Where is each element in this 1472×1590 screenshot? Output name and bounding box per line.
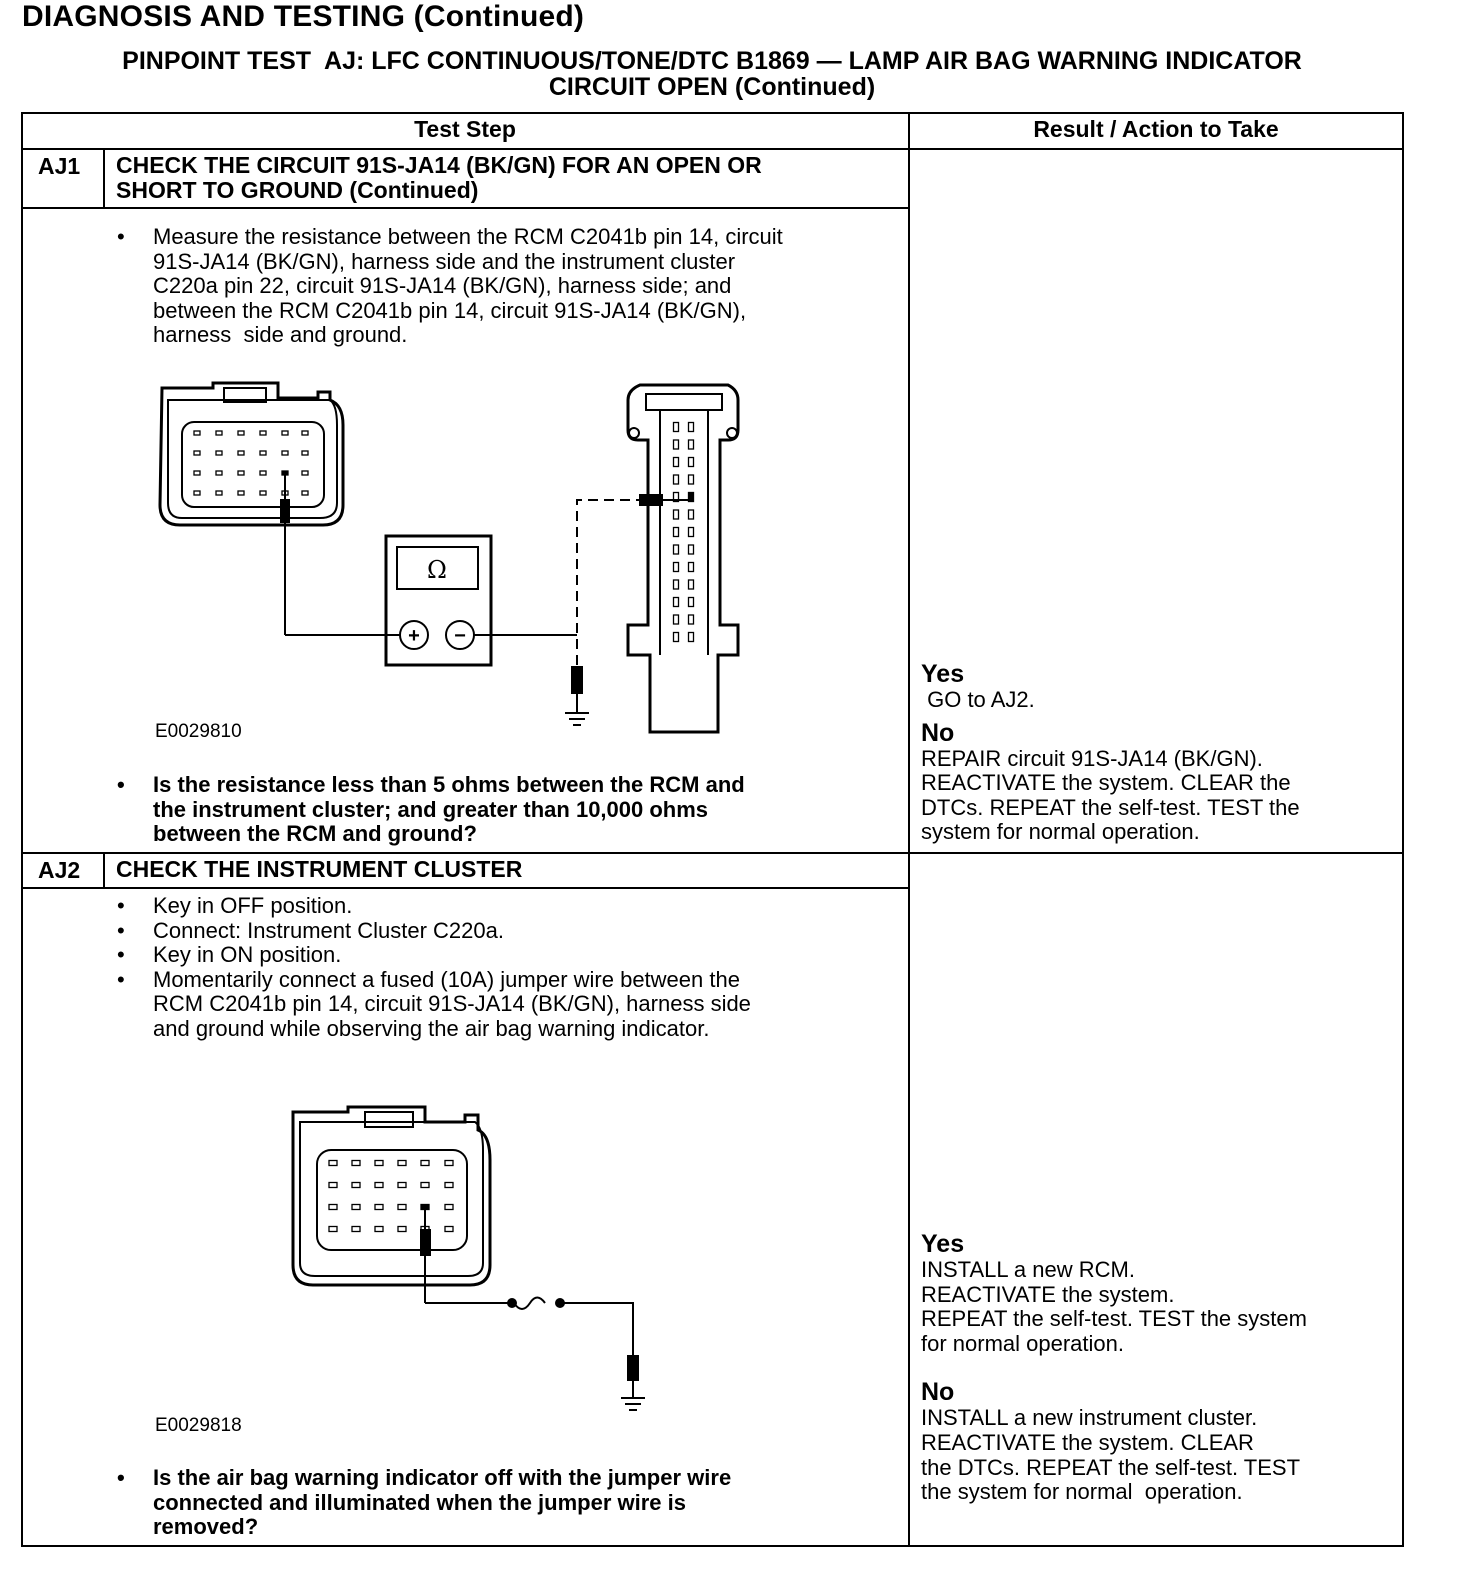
connector-pin: [689, 493, 694, 502]
text-line: REACTIVATE the system. CLEAR: [921, 1429, 1254, 1455]
text-line: the system for normal operation.: [921, 1479, 1243, 1505]
connector-pin: [282, 451, 288, 455]
step-id: AJ1: [38, 153, 81, 179]
plus-terminal-icon: +: [408, 625, 420, 647]
connector-pin: [260, 491, 266, 495]
yes-label: Yes: [921, 660, 965, 688]
connector-pin: [689, 475, 694, 484]
connector-pin: [674, 598, 679, 607]
bullet-icon: •: [117, 966, 125, 992]
subtitle-line: CIRCUIT OPEN (Continued): [548, 73, 876, 101]
connector-pin: [689, 633, 694, 642]
connector-pin: [194, 451, 200, 455]
bullet-icon: •: [117, 893, 125, 918]
connector-pin: [194, 471, 200, 475]
connector-pin: [689, 615, 694, 624]
bullet-icon: •: [117, 917, 125, 943]
connector-pin: [352, 1227, 360, 1232]
text-line: the DTCs. REPEAT the self-test. TEST: [921, 1454, 1301, 1480]
connector-pin: [238, 431, 244, 435]
connector-pin: [302, 471, 308, 475]
figure-id: E0029818: [155, 1415, 242, 1436]
connector-pin: [674, 580, 679, 589]
text-line: Is the air bag warning indicator off with the jumper wire: [153, 1465, 732, 1490]
text-line: between the RCM C2041b pin 14, circuit 91S-JA14 (BK/GN),: [153, 297, 747, 323]
minus-terminal-icon: −: [454, 625, 466, 647]
no-label: No: [921, 1378, 955, 1407]
connector-pin: [445, 1183, 453, 1188]
connector-pin: [329, 1205, 337, 1210]
connector-pin: [216, 471, 222, 475]
connector-pin: [674, 440, 679, 449]
text-line: connected and illuminated when the jumper wire is: [153, 1489, 686, 1515]
text-line: the instrument cluster; and greater than 10,000 ohms: [153, 796, 709, 822]
connector-pin: [674, 633, 679, 642]
connector-pin: [689, 528, 694, 537]
connector-pin: [445, 1161, 453, 1166]
connector-pin: [674, 510, 679, 519]
ohm-symbol: Ω: [427, 556, 447, 584]
connector-pin: [421, 1161, 429, 1166]
connector-pin: [689, 598, 694, 607]
connector-pin: [375, 1227, 383, 1232]
text-line: REPEAT the self-test. TEST the system: [921, 1306, 1307, 1332]
rcm-connector-diagram-2: [293, 1107, 490, 1303]
bullet-icon: •: [117, 772, 125, 797]
connector-pin: [194, 431, 200, 435]
text-line: Is the resistance less than 5 ohms between the RCM and: [153, 772, 745, 797]
connector-pin: [674, 423, 679, 432]
connector-pin: [302, 431, 308, 435]
ground-icon: [621, 1398, 645, 1410]
connector-pin: [352, 1161, 360, 1166]
connector-pin: [329, 1161, 337, 1166]
connector-pin: [398, 1227, 406, 1232]
yes-label: Yes: [921, 1230, 965, 1258]
text-line: Measure the resistance between the RCM C2041b pin 14, circuit: [153, 224, 783, 249]
connector-pin: [238, 471, 244, 475]
connector-pin: [352, 1205, 360, 1210]
no-label: No: [921, 718, 955, 747]
bullet-icon: •: [117, 942, 125, 968]
text-line: 91S-JA14 (BK/GN), harness side and the instrument cluster: [153, 248, 736, 274]
text-line: INSTALL a new instrument cluster.: [921, 1405, 1258, 1431]
text-line: removed?: [153, 1514, 259, 1540]
text-line: for normal operation.: [921, 1330, 1124, 1356]
connector-pin: [674, 458, 679, 467]
bullet-icon: •: [117, 1465, 125, 1490]
connector-pin: [375, 1161, 383, 1166]
probe-wires: [572, 495, 690, 712]
text-line: REACTIVATE the system.: [921, 1281, 1175, 1307]
connector-pin: [689, 440, 694, 449]
connector-pin: [238, 451, 244, 455]
connector-pin: [216, 431, 222, 435]
text-line: Connect: Instrument Cluster C220a.: [153, 917, 504, 943]
heading-line: SHORT TO GROUND (Continued): [116, 177, 479, 203]
page-title: DIAGNOSIS AND TESTING (Continued): [22, 0, 585, 33]
connector-pin: [689, 580, 694, 589]
text-line: Key in ON position.: [153, 942, 342, 968]
text-line: INSTALL a new RCM.: [921, 1257, 1135, 1282]
connector-pin: [398, 1161, 406, 1166]
connector-pin: [674, 475, 679, 484]
connector-pin: [260, 431, 266, 435]
connector-pin: [216, 451, 222, 455]
connector-pin: [260, 451, 266, 455]
connector-pin: [329, 1183, 337, 1188]
connector-pin: [445, 1205, 453, 1210]
connector-pin: [194, 491, 200, 495]
text-line: Key in OFF position.: [153, 893, 353, 918]
text-line: REPAIR circuit 91S-JA14 (BK/GN).: [921, 745, 1263, 771]
text-line: system for normal operation.: [921, 819, 1200, 845]
connector-pin: [421, 1183, 429, 1188]
heading-line: CHECK THE CIRCUIT 91S-JA14 (BK/GN) FOR AN OPEN OR: [116, 152, 762, 178]
subtitle-line: PINPOINT TEST AJ: LFC CONTINUOUS/TONE/DTC B1869 — LAMP AIR BAG WARNING INDICATOR: [122, 47, 1302, 75]
fused-jumper-wire: [425, 1298, 638, 1398]
connector-pin: [282, 431, 288, 435]
connector-pin: [689, 545, 694, 554]
step-id: AJ2: [38, 857, 81, 883]
text-line: RCM C2041b pin 14, circuit 91S-JA14 (BK/GN), harness side: [153, 991, 751, 1017]
rcm-connector-diagram-1: [160, 383, 343, 635]
connector-pin: [375, 1205, 383, 1210]
connector-pin: [689, 423, 694, 432]
text-line: harness side and ground.: [153, 322, 408, 348]
connector-pin: [445, 1227, 453, 1232]
connector-pin: [375, 1183, 383, 1188]
connector-pin: [674, 563, 679, 572]
connector-pin: [352, 1183, 360, 1188]
connector-pin: [216, 491, 222, 495]
figure-id: E0029810: [155, 721, 242, 742]
column-header-result: Result / Action to Take: [1033, 116, 1279, 142]
text-line: between the RCM and ground?: [153, 821, 477, 847]
connector-pin: [398, 1205, 406, 1210]
bullet-icon: •: [117, 224, 125, 249]
text-line: DTCs. REPEAT the self-test. TEST the: [921, 794, 1300, 820]
connector-pin: [674, 528, 679, 537]
connector-pin: [689, 458, 694, 467]
text-line: REACTIVATE the system. CLEAR the: [921, 770, 1291, 796]
ground-icon: [565, 713, 589, 725]
connector-pin: [689, 510, 694, 519]
text-line: C220a pin 22, circuit 91S-JA14 (BK/GN), harness side; and: [153, 273, 732, 299]
connector-pin: [260, 471, 266, 475]
connector-pin: [302, 451, 308, 455]
connector-pin: [674, 545, 679, 554]
connector-pin: [329, 1227, 337, 1232]
text-line: and ground while observing the air bag warning indicator.: [153, 1015, 710, 1041]
connector-pin: [302, 491, 308, 495]
connector-pin: [674, 615, 679, 624]
column-header-test-step: Test Step: [414, 116, 516, 142]
text-line: GO to AJ2.: [921, 687, 1035, 712]
connector-pin: [689, 563, 694, 572]
instrument-cluster-connector: [628, 385, 738, 732]
text-line: Momentarily connect a fused (10A) jumper wire between the: [153, 966, 740, 992]
heading-line: CHECK THE INSTRUMENT CLUSTER: [116, 856, 523, 882]
connector-pin: [398, 1183, 406, 1188]
connector-pin: [238, 491, 244, 495]
